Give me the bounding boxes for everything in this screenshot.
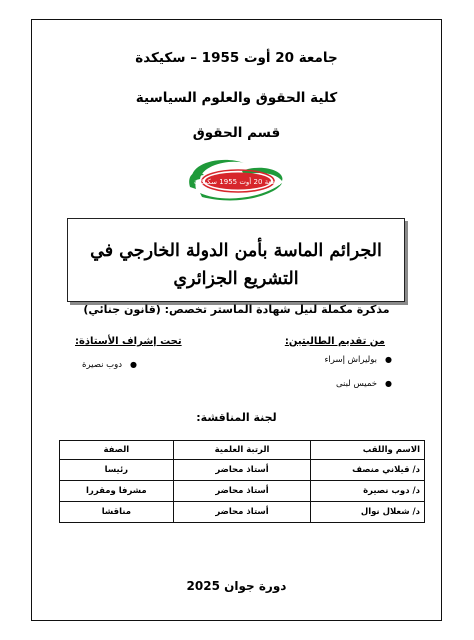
thesis-title-line-1: الجرائم الماسة بأمن الدولة الخارجي في <box>90 241 382 261</box>
thesis-title-box <box>67 218 405 302</box>
table-row <box>60 481 425 502</box>
student-item <box>324 355 392 365</box>
faculty-name: كلية الحقوق والعلوم السياسية <box>135 90 338 106</box>
member-name: د/ شعلال نوال <box>311 502 425 523</box>
member-rank: أستاذ محاضر <box>173 502 311 523</box>
supervisor-name: دوب نصيرة <box>82 360 123 370</box>
bullet-icon: ● <box>385 379 392 388</box>
member-name: د/ قيلاني منصف <box>311 460 425 481</box>
student-name: بوليراش إسراء <box>324 355 378 365</box>
bullet-icon: ● <box>385 355 392 364</box>
table-row <box>60 460 425 481</box>
member-rank: أستاذ محاضر <box>173 481 311 502</box>
member-name: د/ دوب نصيرة <box>311 481 425 502</box>
member-role: رئيسا <box>60 460 174 481</box>
supervisor-item <box>82 360 137 370</box>
supervisor-heading: تحت إشراف الأستاذة: <box>75 336 182 347</box>
column-header-role: الصفة <box>60 441 174 460</box>
thesis-title-line-2: التشريع الجزائري <box>173 269 299 289</box>
students-heading: من تقديم الطالبتين: <box>284 336 385 347</box>
student-name: خميس لبنى <box>335 379 378 389</box>
thesis-title <box>68 237 404 293</box>
thesis-subtitle: مذكرة مكملة لنيل شهادة الماستر تخصص: (قانون جنائي) <box>83 303 390 316</box>
university-name: جامعة 20 أوت 1955 – سكيكدة <box>135 50 338 66</box>
member-role: مشرفا ومقررا <box>60 481 174 502</box>
table-header-row <box>60 441 425 460</box>
student-item <box>336 379 392 389</box>
table-row <box>60 502 425 523</box>
department-name: قسم الحقوق <box>192 125 281 141</box>
page-border <box>31 19 442 621</box>
member-role: مناقشا <box>60 502 174 523</box>
committee-table <box>59 440 425 523</box>
column-header-name: الاسم واللقب <box>311 441 425 460</box>
logo-text: جامعة 20 أوت 1955 سكيكدة <box>194 178 282 186</box>
university-logo <box>182 153 290 203</box>
member-rank: أستاذ محاضر <box>173 460 311 481</box>
committee-heading: لجنة المناقشة: <box>196 411 277 424</box>
session-date: دورة جوان 2025 <box>186 579 287 593</box>
column-header-rank: الرتبة العلمية <box>173 441 311 460</box>
bullet-icon: ● <box>130 360 138 369</box>
